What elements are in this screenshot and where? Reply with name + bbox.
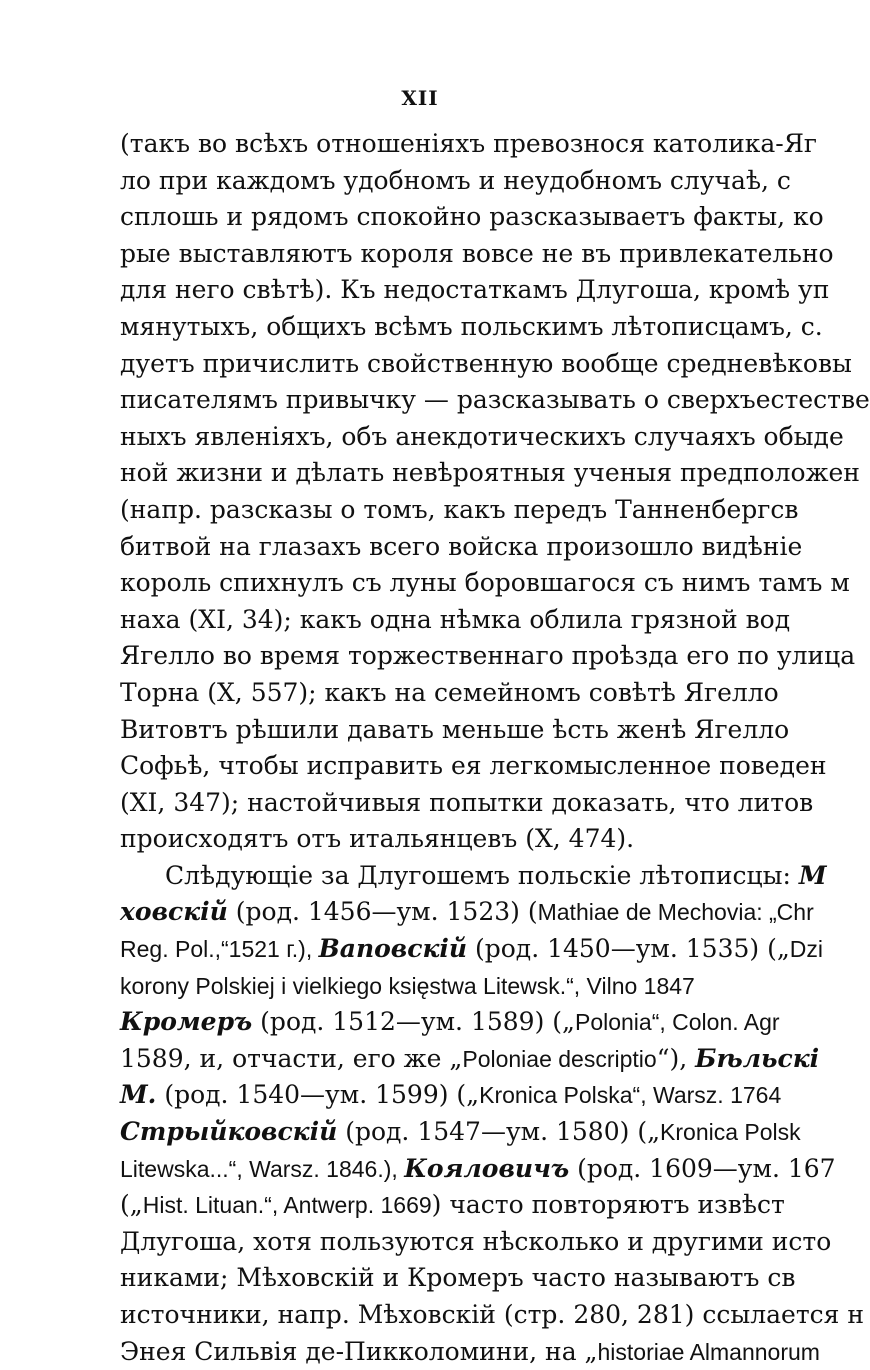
text-line: Витовтъ рѣшили давать меньше ѣсть женѣ Ягелло [120,714,790,744]
text-segment: (род. 1512—ум. 1589) („ [252,1007,575,1037]
author-name: Бѣльскі [695,1043,820,1073]
text-line [120,858,840,895]
author-name: М [798,860,827,890]
text-line [120,1187,840,1224]
author-name: Кромеръ [120,1007,253,1037]
text-line: король спихнулъ съ луны боровшагося съ нимъ тамъ м [120,568,850,598]
author-name: М. [120,1080,157,1110]
text-line: Ягелло во время торжественнаго проѣзда его по улица [120,641,856,671]
text-line: происходятъ отъ итальянцевъ (X, 474). [120,824,635,854]
text-line: дуетъ причислить свойственную вообще средневѣковы [120,348,852,378]
text-segment: “), [656,1043,696,1073]
body-text [120,126,870,1366]
text-line: (напр. разсказы о томъ, какъ передъ Танненбергсв [120,494,799,524]
text-line: никами; Мѣховскій и Кромеръ часто называютъ св [120,1263,796,1293]
page-number: XII [401,86,439,110]
text-line [120,894,840,931]
text-line: Софьѣ, чтобы исправить ея легкомысленное поведен [120,751,827,781]
text-line: битвой на глазахъ всего войска произошло видѣніе [120,531,803,561]
text-line: ло при каждомъ удобномъ и неудобномъ случаѣ, с [120,165,791,195]
text-line: Длугоша, хотя пользуются нѣсколько и другими исто [120,1226,832,1256]
text-line [120,1004,840,1041]
text-segment: 1589, и, отчасти, его же „ [120,1043,463,1073]
author-name: Ваповскій [318,934,468,964]
latin-citation: Dzi [789,936,824,963]
text-line: сплошь и рядомъ спокойно разсказываетъ факты, ко [120,202,824,232]
latin-citation: Kronica Polska“, Warsz. 1764 [479,1082,782,1109]
text-line [120,1114,840,1151]
text-segment: (род. 1609—ум. 167 [569,1153,836,1183]
text-line: (XI, 347); настойчивыя попытки доказать, что литов [120,787,814,817]
text-segment: ) часто повторяютъ извѣст [431,1190,785,1220]
text-line: писателямъ привычку — разсказывать о сверхъестестве [120,385,870,415]
text-segment: (род. 1540—ум. 1599) („ [156,1080,480,1110]
latin-citation: Polonia“, Colon. Agr [574,1009,780,1036]
latin-citation: Reg. Pol.,“1521 г.), [120,936,319,963]
latin-citation: Hist. Lituan.“, Antwerp. 1669 [142,1192,432,1219]
text-line: (такъ во всѣхъ отношеніяхъ превознося католика-Яг [120,129,818,158]
author-name: Стрыйковскій [120,1117,338,1147]
text-line [120,1151,840,1188]
text-line [120,1041,840,1078]
text-line: наха (XI, 34); какъ одна нѣмка облила грязной вод [120,604,791,634]
text-line: источники, напр. Мѣховскій (стр. 280, 281) ссылается н [120,1300,865,1329]
author-name: Кояловичъ [404,1153,570,1183]
text-line [120,968,840,1005]
text-line: для него свѣтѣ). Къ недостаткамъ Длугоша, кромѣ уп [120,275,830,305]
text-line: ной жизни и дѣлать невѣроятныя ученыя предположен [120,458,860,488]
text-segment: (род. 1547—ум. 1580) („ [337,1117,661,1147]
text-line: Торна (X, 557); какъ на семейномъ совѣтѣ Ягелло [120,677,779,707]
text-line [120,1077,840,1114]
text-segment: (род. 1456—ум. 1523) ( [227,897,538,927]
latin-citation: Kronica Polsk [660,1119,801,1146]
text-line: рые выставляютъ короля вовсе не въ привлекательно [120,238,834,268]
text-segment: (род. 1450—ум. 1535) („ [467,934,790,964]
text-segment: („ [120,1190,143,1220]
latin-citation: historiae Almannorum [597,1338,820,1365]
latin-citation: korony Polskiej i vielkiego księstwa Litewsk.“, Vilno 1847 [120,972,695,999]
text-segment: Энея Сильвія де-Пикколомини, на „ [120,1336,598,1366]
text-line: мянутыхъ, общихъ всѣмъ польскимъ лѣтописцамъ, с. [120,311,823,341]
latin-citation: Poloniae descriptio [462,1045,657,1072]
text-segment: Слѣдующіе за Длугошемъ польскіе лѣтописцы: [165,860,799,890]
author-name: ховскій [120,897,228,927]
text-line: ныхъ явленіяхъ, объ анекдотическихъ случаяхъ обыде [120,421,844,451]
latin-citation: Mathiae de Mechovia: „Chr [537,899,814,926]
latin-citation: Litewska...“, Warsz. 1846.), [120,1155,405,1182]
text-line [120,931,840,968]
text-line [120,1334,840,1370]
